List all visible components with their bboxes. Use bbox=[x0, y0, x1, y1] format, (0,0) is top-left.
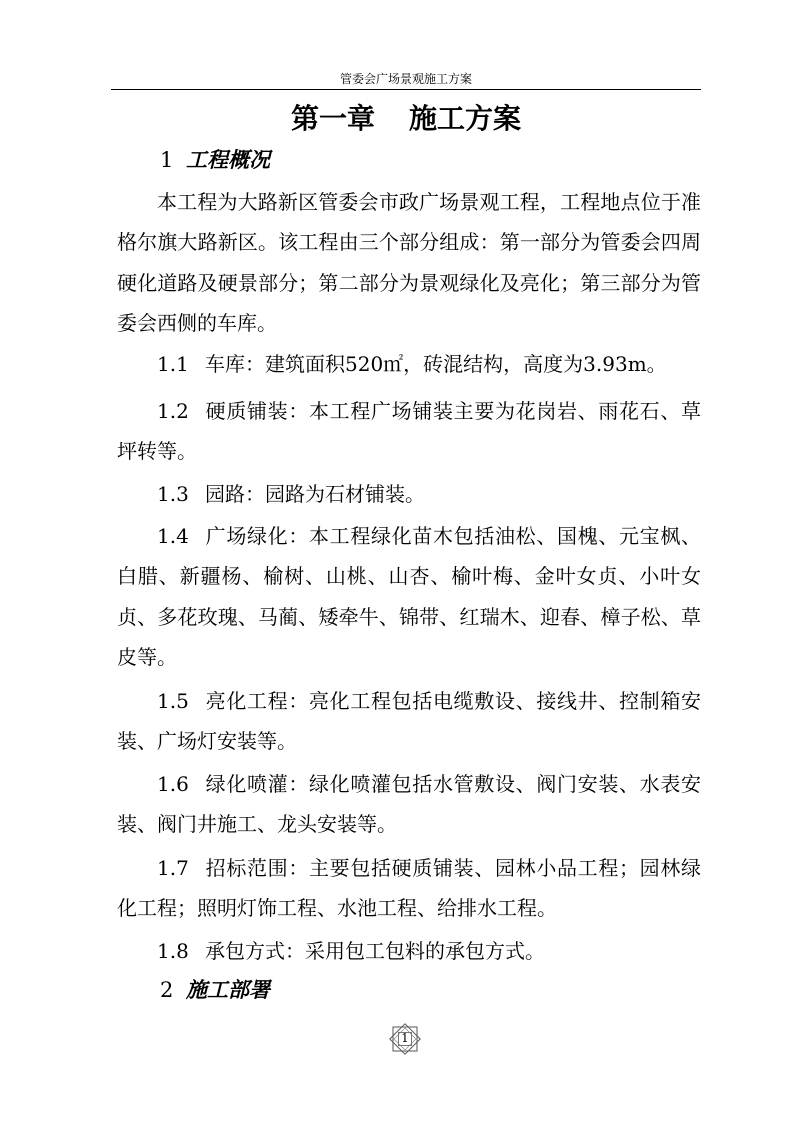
section-number: 2 bbox=[160, 978, 174, 1002]
header-rule bbox=[111, 89, 701, 90]
item-text: 亮化工程：亮化工程包括电缆敷设、接线井、控制箱安装、广场灯安装等。 bbox=[117, 689, 701, 754]
item-text: 园路：园路为石材铺装。 bbox=[205, 482, 425, 506]
item-1-1 bbox=[117, 344, 701, 384]
item-1-5 bbox=[117, 681, 701, 762]
item-number: 1.7 bbox=[157, 856, 189, 880]
item-number: 1.2 bbox=[157, 399, 189, 423]
item-1-4 bbox=[117, 516, 701, 677]
section-heading-2 bbox=[160, 976, 270, 1004]
item-1-3 bbox=[117, 474, 701, 514]
item-text: 硬质铺装：本工程广场铺装主要为花岗岩、雨花石、草坪转等。 bbox=[117, 399, 701, 464]
chapter-name: 施工方案 bbox=[409, 102, 522, 135]
page-number: 1 bbox=[401, 1031, 409, 1045]
item-text: 广场绿化：本工程绿化苗木包括油松、国槐、元宝枫、白腊、新疆杨、榆树、山桃、山杏、榆叶梅、金叶女贞、小叶女贞、多花玫瑰、马蔺、矮牵牛、锦带、红瑞木、迎春、樟子松、草皮等。 bbox=[117, 524, 701, 669]
item-text: 绿化喷灌：绿化喷灌包括水管敷设、阀门安装、水表安装、阀门井施工、龙头安装等。 bbox=[117, 772, 701, 837]
item-number: 1.5 bbox=[157, 689, 189, 713]
running-header: 管委会广场景观施工方案 bbox=[339, 72, 472, 86]
item-number: 1.4 bbox=[157, 524, 189, 548]
item-number: 1.1 bbox=[157, 352, 189, 376]
item-text: 承包方式：采用包工包料的承包方式。 bbox=[205, 939, 545, 963]
item-number: 1.3 bbox=[157, 482, 189, 506]
chapter-title bbox=[111, 99, 701, 139]
item-1-7 bbox=[117, 848, 701, 929]
item-number: 1.8 bbox=[157, 939, 189, 963]
item-1-2 bbox=[117, 391, 701, 472]
item-text: 招标范围：主要包括硬质铺装、园林小品工程；园林绿化工程；照明灯饰工程、水池工程、给排水工程。 bbox=[117, 856, 701, 921]
section-heading-1 bbox=[160, 146, 270, 174]
item-number: 1.6 bbox=[157, 772, 189, 796]
item-1-8 bbox=[117, 931, 701, 971]
chapter-number: 第一章 bbox=[290, 102, 375, 135]
item-1-6 bbox=[117, 764, 701, 845]
section-number: 1 bbox=[160, 148, 174, 172]
page-number-badge bbox=[389, 1023, 421, 1055]
section-title: 施工部署 bbox=[186, 977, 270, 1002]
section-title: 工程概况 bbox=[186, 147, 270, 172]
intro-paragraph: 本工程为大路新区管委会市政广场景观工程，工程地点位于准格尔旗大路新区。该工程由三个部分组成：第一部分为管委会四周硬化道路及硬景部分；第二部分为景观绿化及亮化；第三部分为管委会西侧的车库。 bbox=[117, 190, 701, 335]
item-text: 车库：建筑面积520㎡，砖混结构，高度为3.93m。 bbox=[205, 352, 667, 376]
